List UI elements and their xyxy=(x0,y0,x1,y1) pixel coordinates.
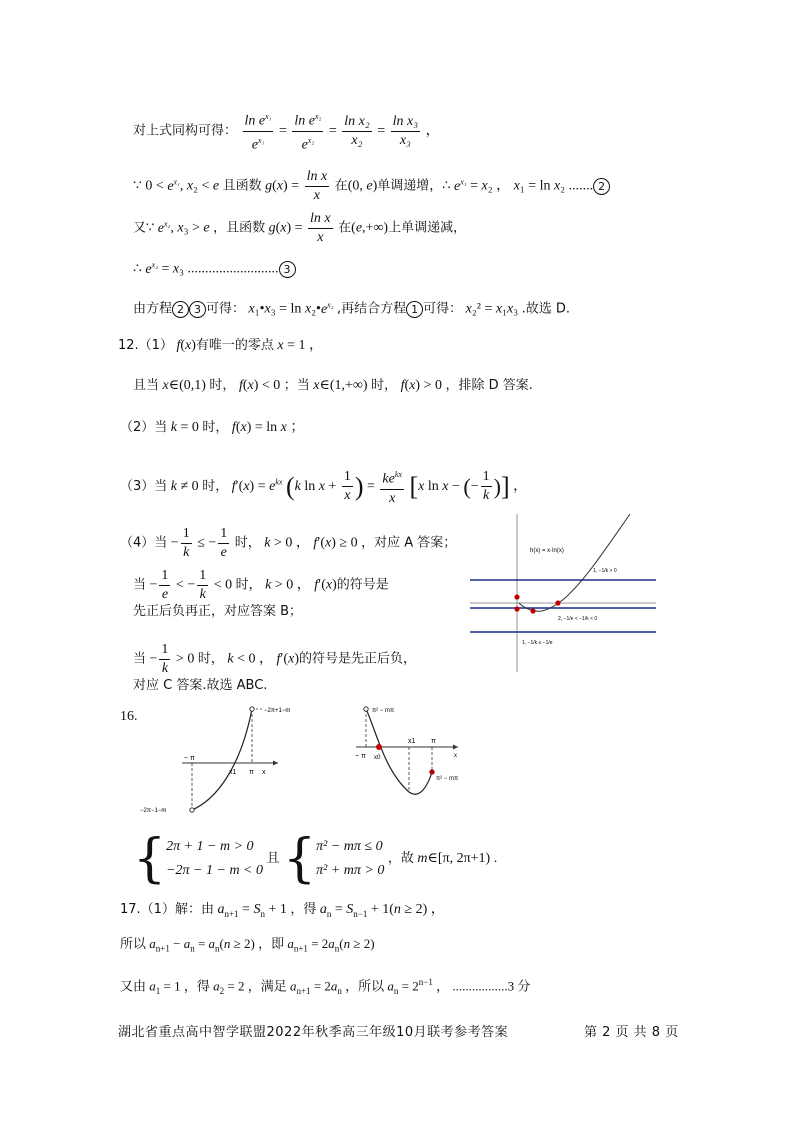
fig16a-top-label: −2π+1−m xyxy=(264,708,291,714)
fig12-ann3: 1, −1/k ≤ −1/e xyxy=(522,640,553,646)
endpoint-bottom xyxy=(190,808,194,812)
fig12-label: h(x) = x·ln(x) xyxy=(530,548,564,554)
figure-16-left xyxy=(140,700,300,822)
frac-ln-e-x2: $\frac{\ln e^{x_2}}{e^{x_2}}$ xyxy=(292,108,323,154)
point-marker xyxy=(555,600,560,605)
point-right xyxy=(430,770,435,775)
q17-line3: 又由 $a_1 = 1$ ，得 $a_2 = 2$ ，满足 $a_{n+1} = 2a_n$ ，所以 $a_n = 2^{n-1}$ ， .................3 分 xyxy=(120,977,531,996)
arrow-x xyxy=(453,745,458,750)
curve-16a xyxy=(192,709,252,810)
q12-part2: （2）当 k = 0 时， f(x) = ln x ； xyxy=(120,420,305,435)
line-answer-d: 由方程 2 3 可得： x₁•x₃ = $\ln x_2•e^{x_2}$ ,再结合方程 1 可得： x₂² = x₁x₃ .故选 D. xyxy=(133,300,571,317)
endpoint-top xyxy=(250,707,254,711)
q12-part1: 12.（1） f(x)有唯一的零点 x = 1 ， xyxy=(118,338,324,353)
line-decreasing: 又∵ $e^{x_2}$, x₃ > e ，且函数 g(x) = $\frac{\text{ln x}}{x}$ 在(e,+∞)上单调递减， xyxy=(133,211,467,245)
frac-ln-x2: $\frac{\text{ln x₂}}{\text{x₂}}$ xyxy=(344,113,370,148)
footer-title: 湖北省重点高中智学联盟2022年秋季高三年级10月联考参考答案 xyxy=(118,1025,509,1040)
fig16a-minus-pi: − π xyxy=(184,755,195,762)
q12-part4a: （4）当 − $\frac{1}{k}$ ≤ − $\frac{1}{e}$ 时， k > 0 ， f′(x) ≥ 0 ，对应 A 答案； xyxy=(120,526,457,560)
q16-label: 16. xyxy=(120,709,138,724)
fig12-ann2: 2, −1/e < −1/k < 0 xyxy=(558,616,598,622)
line1-prefix: 对上式同构可得： xyxy=(133,123,238,139)
q12-part1b: 且当 x∈(0,1) 时， f(x) < 0 ；当 x∈(1,+∞) 时， f(x) > 0 ，排除 D 答案. xyxy=(133,378,533,393)
fig16b-bottom-label: π² − mπ xyxy=(436,776,459,782)
point-marker xyxy=(514,606,519,611)
figure-16-right xyxy=(352,700,482,800)
fig12-ann1: 1, −1/k > 0 xyxy=(593,568,617,574)
point-x0 xyxy=(376,744,382,750)
fig16b-minus-pi: − π xyxy=(355,753,366,760)
line-isomorphic: 对上式同构可得： $\frac{\ln e^{x_1}}{e^{x_1}}$ = $\frac{\ln e^{x_2}}{e^{x_2}}$ = $\frac{\text{ln x₂}}{\text{x₂}}$ = $\frac{\text{ln x₃}}{\text{x₃}}$ ， xyxy=(133,108,440,154)
arrow-x xyxy=(273,761,278,766)
curve-16b xyxy=(366,709,432,794)
q17-line1: 17.（1）解：由 $a_{n+1} = S_n + 1$ ，得 $a_n = S_{n-1} + 1(n \ge 2)$ ， xyxy=(120,902,445,919)
q12-part4d: 当 − $\frac{1}{k}$ > 0 时， k < 0 ， f′(x)的符号是先正后负， xyxy=(133,642,416,676)
fig16b-x0: x0 xyxy=(374,755,381,761)
footer-page: 第 2 页 共 8 页 xyxy=(584,1025,679,1040)
q12-part4c: 先正后负再正，对应答案 B； xyxy=(133,604,303,619)
fig16a-x1: x1 xyxy=(229,769,237,776)
fig16b-pi: π xyxy=(431,738,436,745)
fig16a-x: x xyxy=(262,769,266,776)
frac-ln-x3: $\frac{\text{ln x₃}}{\text{x₃}}$ xyxy=(392,113,419,148)
fig16b-x1: x1 xyxy=(408,738,416,745)
fig16a-bottom-label: −2π−1−m xyxy=(140,808,167,814)
q17-line2: 所以 $a_{n+1} - a_n = a_n(n \ge 2)$ ，即 $a_{n+1} = 2a_n(n \ge 2)$ xyxy=(120,936,375,954)
q16-conditions: { 2π + 1 − m > 0 −2π − 1 − m < 0 且 { π² − mπ ≤ 0 π² + mπ > 0 ，故 m∈[π, 2π+1) . xyxy=(133,829,498,889)
point-marker xyxy=(530,608,535,613)
endpoint-top xyxy=(364,707,368,711)
figure-hx-graph xyxy=(470,512,656,674)
fig16b-x: x xyxy=(454,753,457,759)
q12-part3: （3）当 k ≠ 0 时， $f'(x) = e^{kx}$ (k ln x + $\frac{1}{x}$ ) = $\frac{ke^{kx}}{x}$ [x ln x − (− $\frac{1}{k}$ )] ， xyxy=(120,466,527,508)
fig16a-pi: π xyxy=(249,769,254,776)
line-increasing: ∵ $0 < e^{x_1}$, x₂ < e 且函数 g(x) = $\frac{\text{ln x}}{x}$ 在(0, e)单调递增，∴ $e^{x_1} = x_2$ ， x₁ = ln x₂ ....... 2 xyxy=(133,168,610,205)
fig16b-top-label: π² − mπ xyxy=(372,708,395,714)
line-conclusion3: ∴ $e^{x_2} = x_3$ .......................... 3 xyxy=(133,255,296,280)
point-marker xyxy=(514,594,519,599)
q12-part4b: 当 − $\frac{1}{e}$ < − $\frac{1}{k}$ < 0 时， k > 0 ， f′(x)的符号是 xyxy=(133,568,389,602)
frac-ln-e-x1: $\frac{\ln e^{x_1}}{e^{x_1}}$ xyxy=(243,108,274,154)
q12-part4e: 对应 C 答案.故选 ABC. xyxy=(133,678,268,693)
